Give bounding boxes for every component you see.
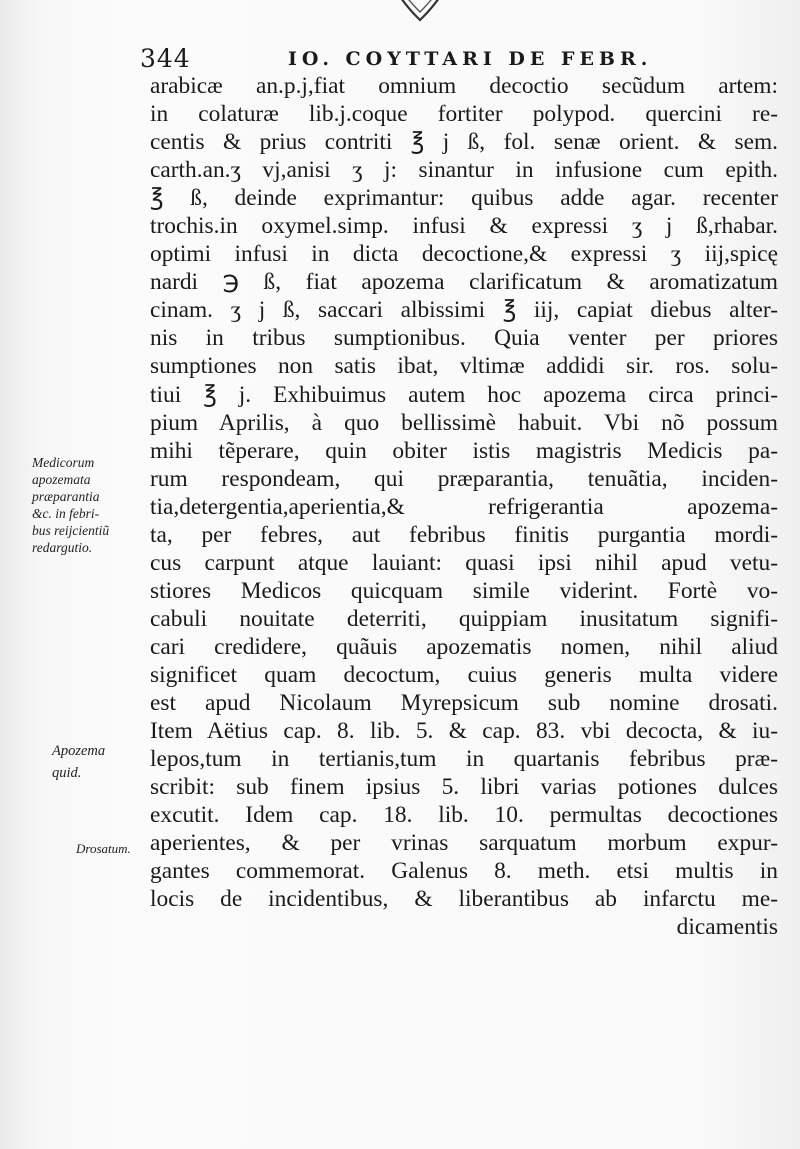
text-line: in colaturæ lib.j.coque fortiter polypod. quercini re-: [150, 101, 778, 128]
marginal-note-line: redargutio.: [32, 540, 93, 555]
marginal-note-line: Apozema: [52, 743, 106, 759]
marginal-note-line: præparantia: [32, 489, 100, 504]
text-line: Item Aëtius cap. 8. lib. 5. & cap. 83. vbi decocta, & iu-: [150, 718, 778, 745]
text-line: pium Aprilis, à quo bellissimè habuit. Vbi nõ possum: [150, 409, 778, 436]
text-line: lepos,tum in tertianis,tum in quartanis febribus præ-: [150, 746, 778, 773]
catchword: dicamentis: [676, 914, 778, 941]
text-line: stiores Medicos quicquam simile viderint. Fortè vo-: [150, 577, 778, 604]
text-line: sumptiones non satis ibat, vltimæ addidi sir. ros. solu-: [150, 353, 778, 380]
text-line: rum respondeam, qui præparantia, tenuãtia, inciden-: [150, 465, 778, 492]
text-line: significet quam decoctum, cuius generis multa videre: [150, 661, 778, 688]
text-line: cus carpunt atque lauiant: quasi ipsi nihil apud vetu-: [150, 549, 778, 576]
text-line: arabicæ an.p.j,fiat omnium decoctio secũdum artem:: [150, 73, 778, 99]
marginal-note-line: &c. in febri-: [32, 506, 100, 521]
marginal-note-medicorum: [32, 454, 109, 556]
marginal-note-drosatum: [76, 840, 131, 857]
text-line: est apud Nicolaum Myrepsicum sub nomine drosati.: [150, 690, 778, 717]
text-line: centis & prius contriti ℥ j ß, fol. senæ orient. & sem.: [150, 129, 778, 156]
body-text: [150, 72, 778, 941]
text-line: scribit: sub finem ipsius 5. libri varias potiones dulces: [150, 774, 778, 801]
marginal-note-line: Drosatum.: [76, 841, 131, 856]
text-line: cari credidere, quãuis apozematis nomen, nihil aliud: [150, 633, 778, 660]
text-line: tiui ℥ j. Exhibuimus autem hoc apozema circa princi-: [150, 381, 778, 408]
text-line: nardi ℈ ß, fiat apozema clarificatum & aromatizatum: [150, 269, 778, 296]
text-line: tia,detergentia,aperientia,& refrigerantia apozema-: [150, 493, 778, 520]
text-line: optimi infusi in dicta decoctione,& expressi ʒ iij,spicę: [150, 241, 778, 268]
marginal-note-line: apozemata: [32, 472, 91, 487]
text-line: nis in tribus sumptionibus. Quia venter per priores: [150, 325, 778, 352]
text-line: aperientes, & per vrinas sarquatum morbum expur-: [150, 830, 778, 857]
text-line: gantes commemorat. Galenus 8. meth. etsi multis in: [150, 858, 778, 885]
running-title: IO. COYTTARI DE FEBR.: [288, 48, 653, 70]
marginal-note-line: quid.: [52, 765, 82, 781]
text-line: carth.an.ʒ vj,anisi ʒ j: sinantur in infusione cum epith.: [150, 157, 778, 184]
marginal-note-apozema: [52, 740, 105, 784]
printer-ornament-icon: [360, 0, 480, 24]
text-line: excutit. Idem cap. 18. lib. 10. permultas decoctiones: [150, 802, 778, 829]
text-line: mihi tẽperare, quin obiter istis magistris Medicis pa-: [150, 437, 778, 464]
marginal-note-line: bus reijcientiũ: [32, 523, 110, 538]
text-line: cabuli nouitate deterriti, quippiam inusitatum signifi-: [150, 605, 778, 632]
text-line: trochis.in oxymel.simp. infusi & expressi ʒ j ß,rhabar.: [150, 213, 778, 240]
marginal-note-line: Medicorum: [32, 455, 95, 470]
page-number: 344: [140, 44, 191, 73]
text-line: locis de incidentibus, & liberantibus ab infarctu me-: [150, 886, 778, 913]
text-line: ℥ ß, deinde exprimantur: quibus adde agar. recenter: [150, 185, 778, 212]
text-line: cinam. ʒ j ß, saccari albissimi ℥ iij, capiat diebus alter-: [150, 297, 778, 324]
text-line: ta, per febres, aut febribus finitis purgantia mordi-: [150, 521, 778, 548]
